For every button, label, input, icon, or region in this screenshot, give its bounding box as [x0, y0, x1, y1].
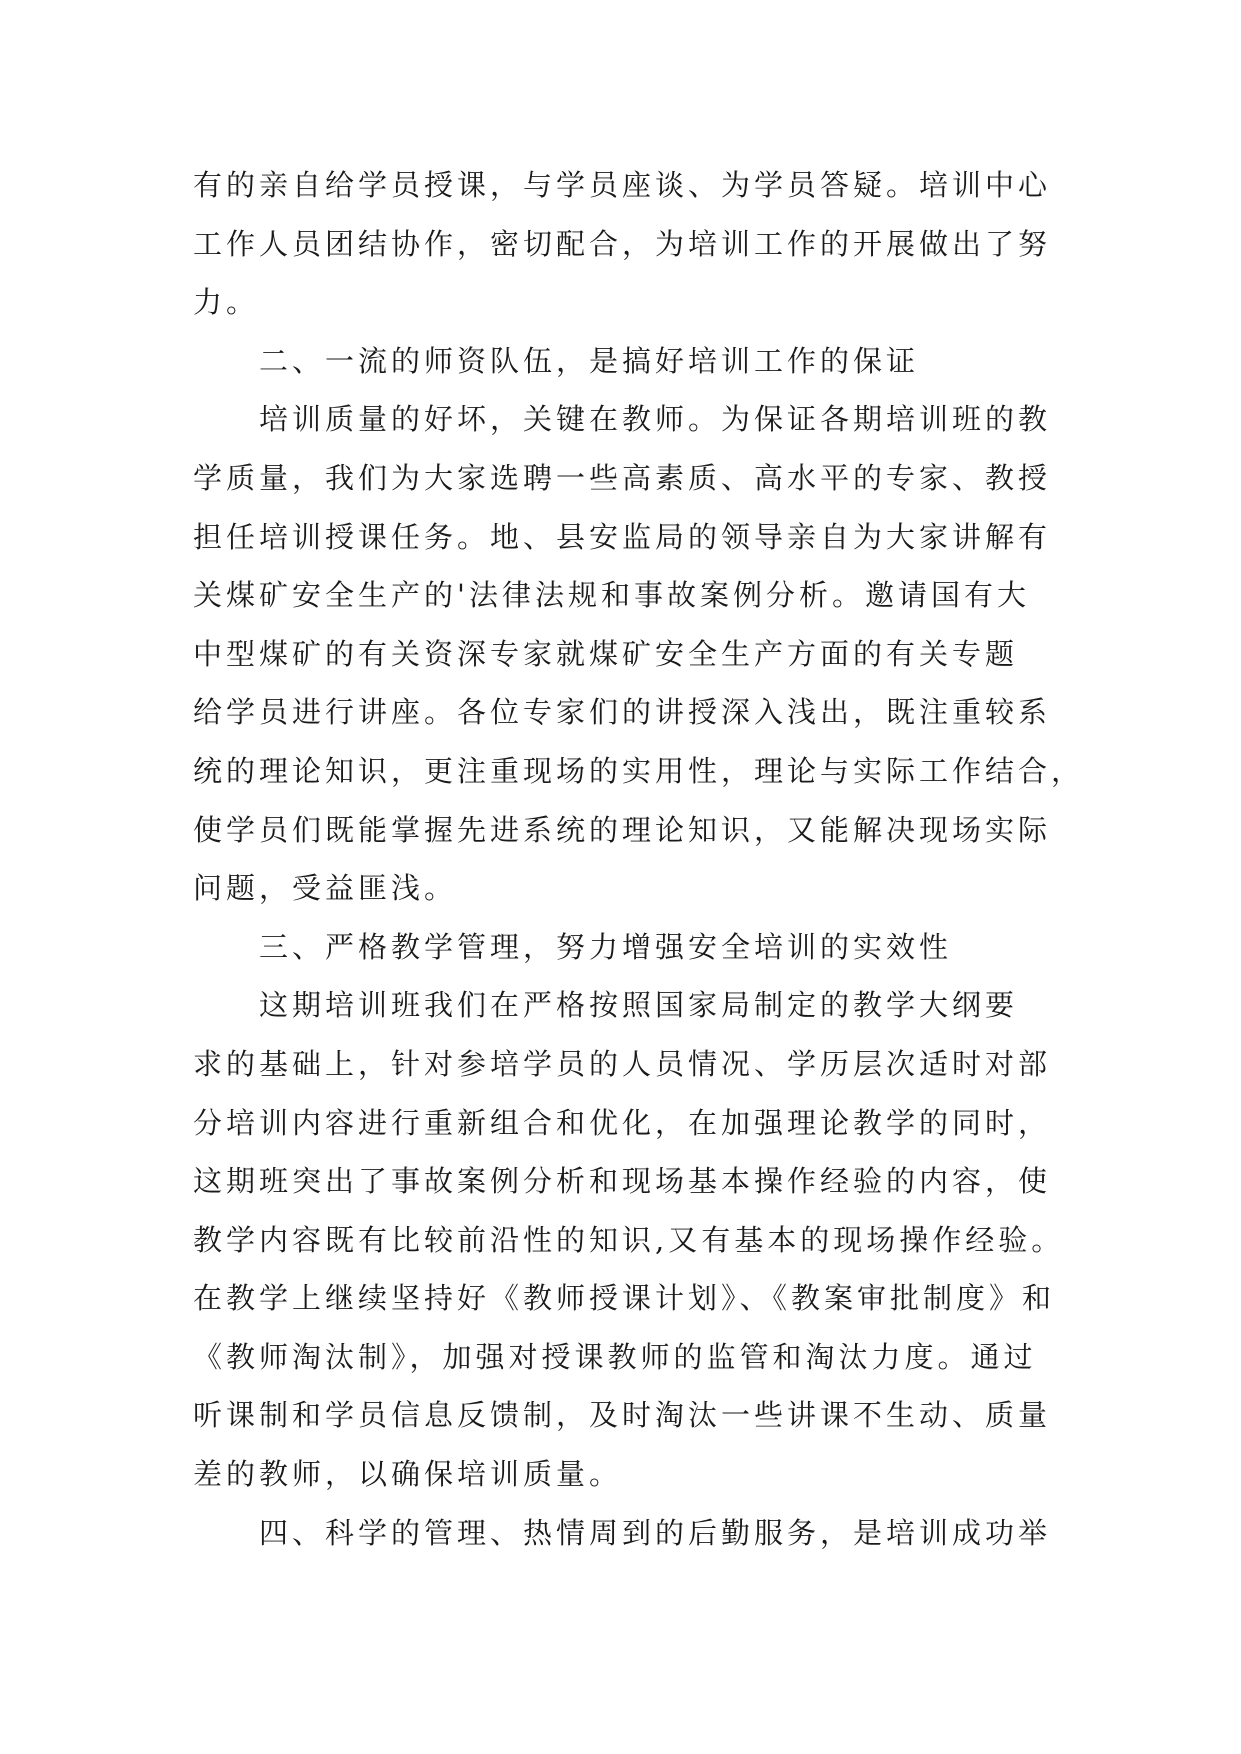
- text-line: 有的亲自给学员授课，与学员座谈、为学员答疑。培训中心: [193, 168, 1052, 202]
- text-line: 中型煤矿的有关资深专家就煤矿安全生产方面的有关专题: [193, 636, 1019, 671]
- text-line: 求的基础上，针对参培学员的人员情况、学历层次适时对部: [193, 1046, 1052, 1081]
- text-line: 差的教师，以确保培训质量。: [193, 1457, 623, 1492]
- text-line: 二、一流的师资队伍，是搞好培训工作的保证: [259, 343, 920, 378]
- text-line: 使学员们既能掌握先进系统的理论知识，又能解决现场实际: [193, 812, 1052, 847]
- text-line: 这期班突出了事故案例分析和现场基本操作经验的内容，使: [193, 1164, 1052, 1199]
- text-line: 这期培训班我们在严格按照国家局制定的教学大纲要: [259, 988, 1019, 1023]
- text-line: 四、科学的管理、热情周到的后勤服务，是培训成功举: [259, 1515, 1052, 1550]
- text-line: 力。: [193, 285, 260, 320]
- text-line: 学质量，我们为大家选聘一些高素质、高水平的专家、教授: [193, 460, 1052, 495]
- document-body: [193, 156, 1085, 1562]
- text-line: 《教师淘汰制》，加强对授课教师的监管和淘汰力度。通过: [193, 1339, 1037, 1374]
- text-line: 关煤矿安全生产的'法律法规和事故案例分析。邀请国有大: [193, 578, 1030, 613]
- text-line: 教学内容既有比较前沿性的知识,又有基本的现场操作经验。: [193, 1222, 1065, 1257]
- text-line: 听课制和学员信息反馈制，及时淘汰一些讲课不生动、质量: [193, 1398, 1052, 1433]
- text-line: 三、严格教学管理，努力增强安全培训的实效性: [259, 929, 953, 964]
- text-line: 问题，受益匪浅。: [193, 871, 458, 906]
- text-line: 分培训内容进行重新组合和优化，在加强理论教学的同时，: [193, 1105, 1052, 1140]
- text-line: 在教学上继续坚持好《教师授课计划》、《教案审批制度》和: [193, 1281, 1056, 1316]
- text-line: 工作人员团结协作，密切配合，为培训工作的开展做出了努: [193, 226, 1052, 261]
- text-line: 给学员进行讲座。各位专家们的讲授深入浅出，既注重较系: [193, 695, 1052, 730]
- text-line: 担任培训授课任务。地、县安监局的领导亲自为大家讲解有: [193, 519, 1052, 554]
- text-line: 培训质量的好坏，关键在教师。为保证各期培训班的教: [259, 402, 1052, 437]
- text-line: 统的理论知识，更注重现场的实用性，理论与实际工作结合，: [193, 753, 1085, 788]
